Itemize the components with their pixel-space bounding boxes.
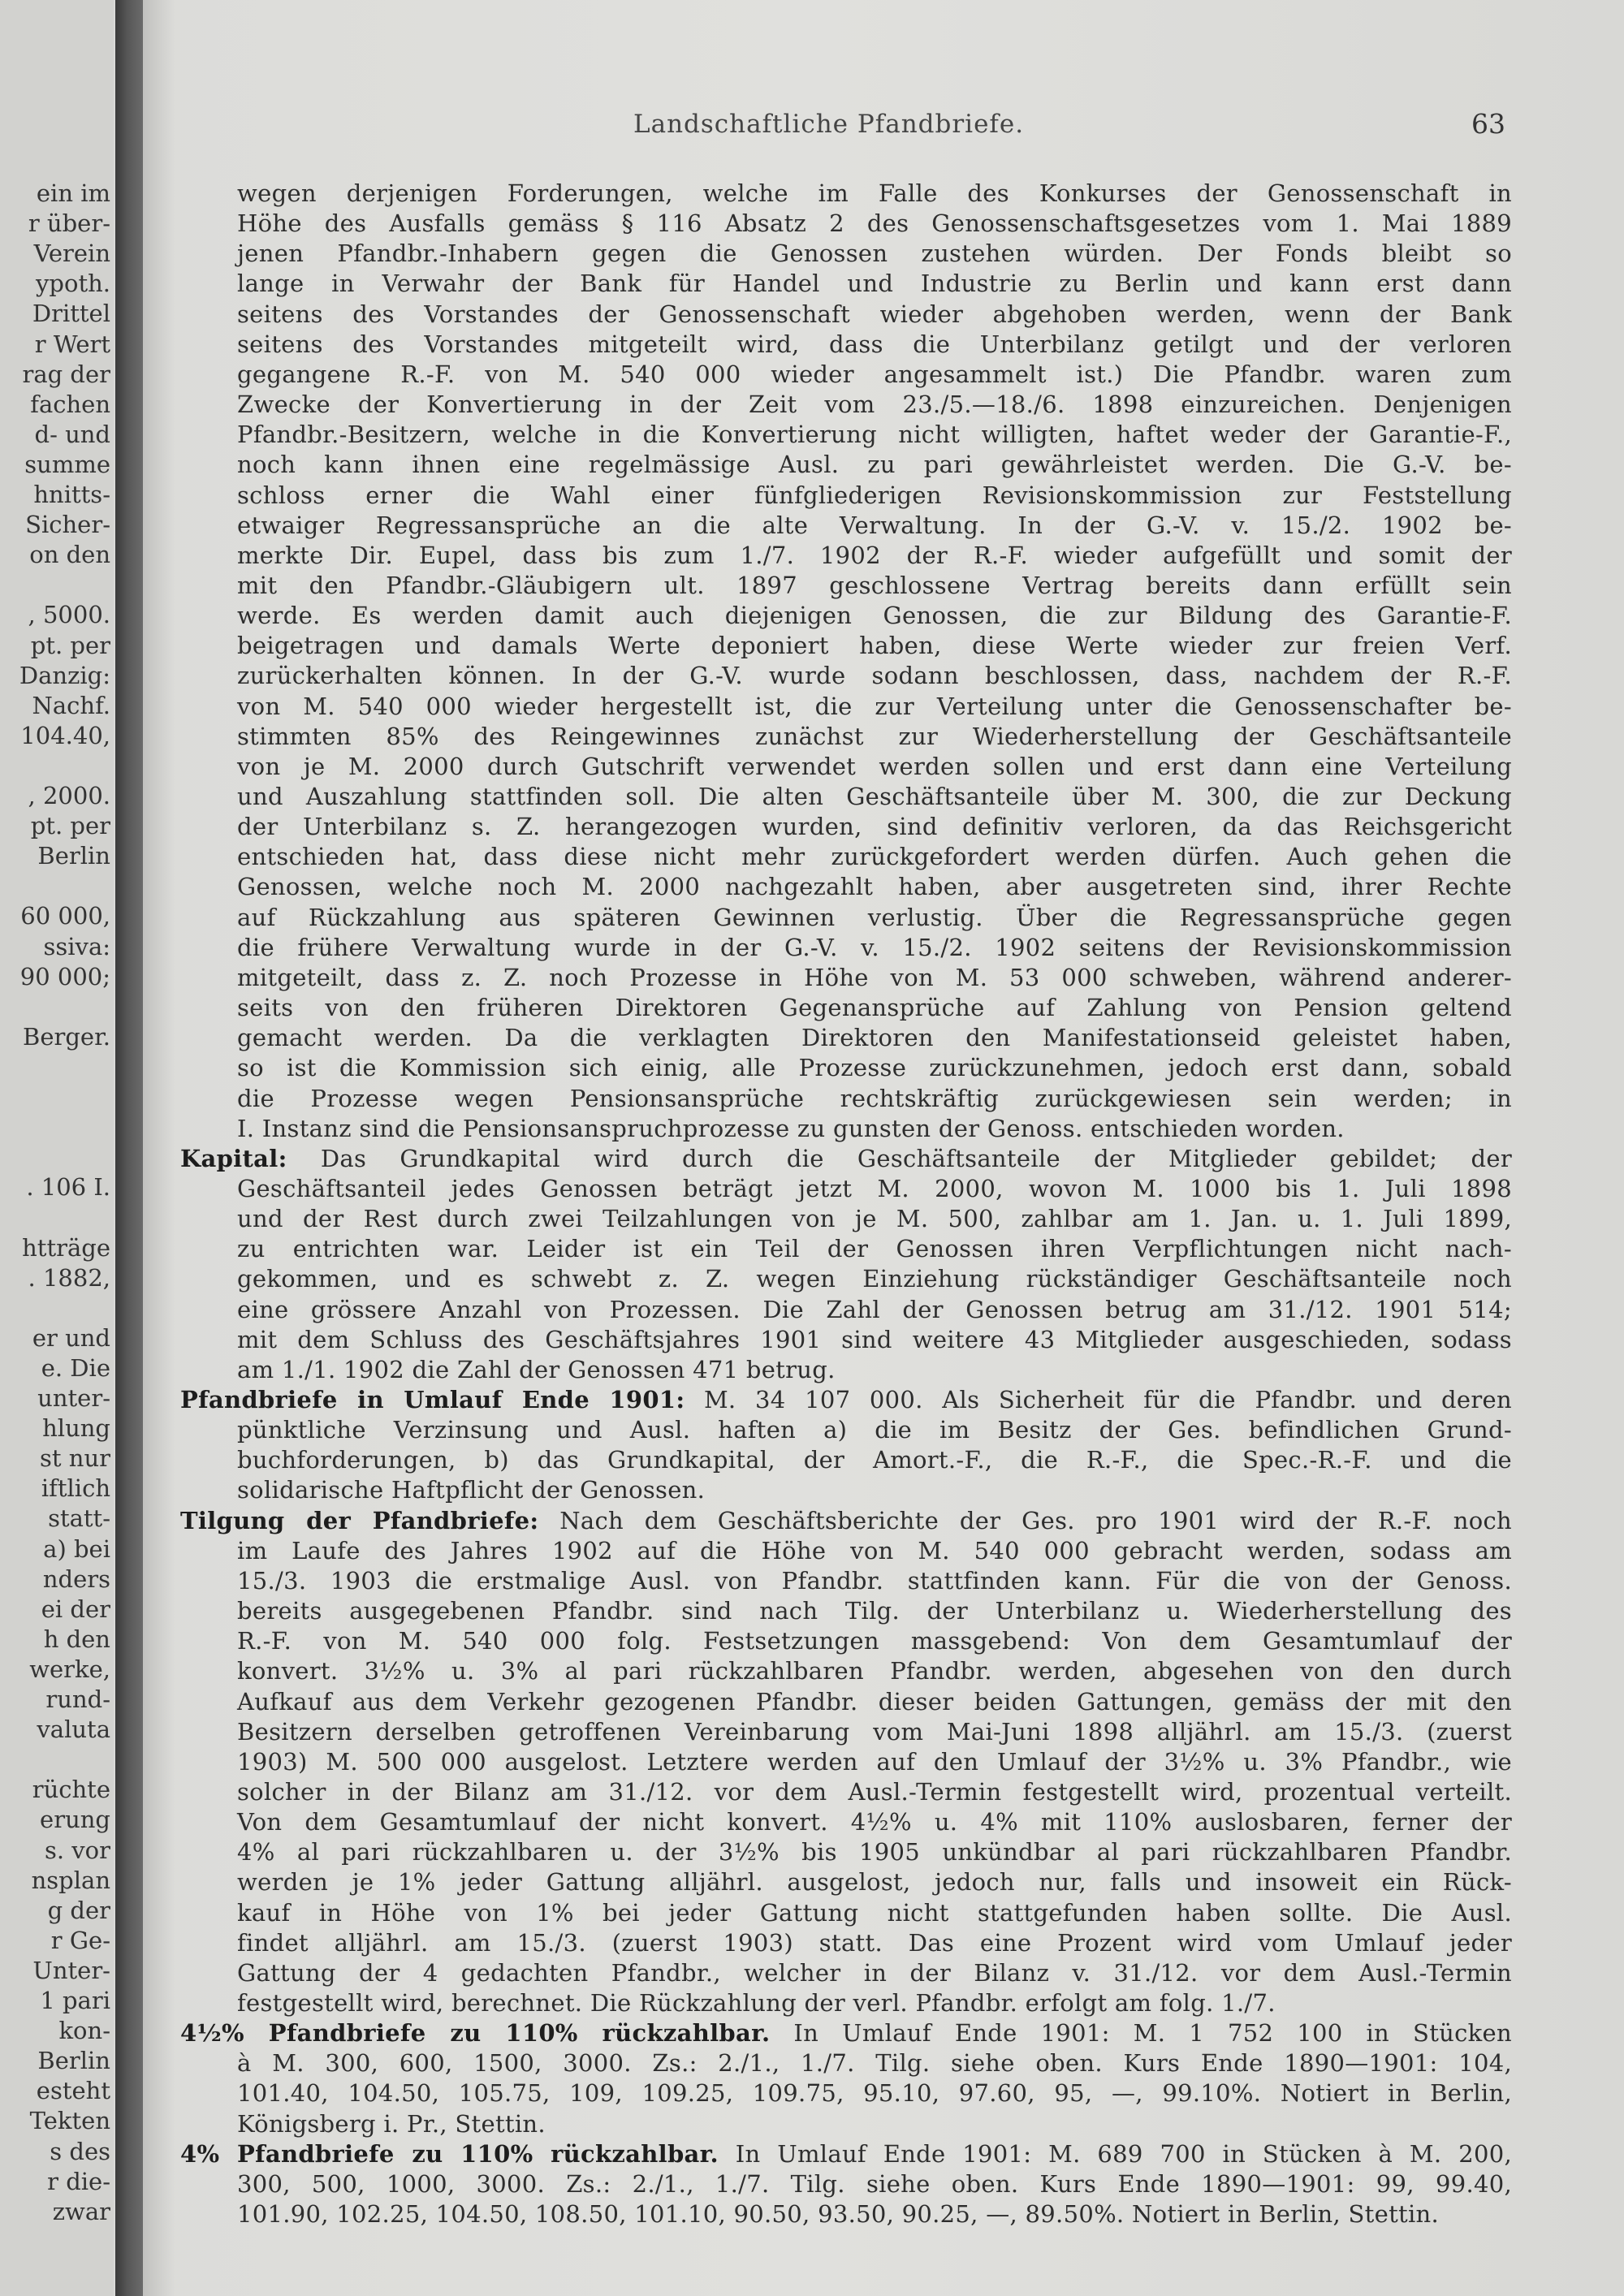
facing-page-fragment: ei der	[41, 1595, 110, 1623]
line-text: R.-F. von M. 540 000 folg. Festsetzungen massgebend: Von dem Gesamtumlauf der	[237, 1627, 1512, 1655]
text-line	[237, 933, 1512, 962]
text-line	[237, 1084, 1512, 1113]
line-text: gekommen, und es schwebt z. Z. wegen Einziehung rückständiger Geschäftsanteile noch	[237, 1265, 1512, 1293]
facing-page-fragment: s des	[50, 2137, 110, 2165]
line-text: Nach dem Geschäftsberichte der Ges. pro 1901 wird der R.-F. noch	[559, 1506, 1512, 1534]
line-text: etwaiger Regressansprüche an die alte Verwaltung. In der G.-V. v. 15./2. 1902 be-	[237, 511, 1512, 539]
line-text: 101.90, 102.25, 104.50, 108.50, 101.10, 90.50, 93.50, 90.25, —, 89.50%. Notiert in Berlin, Stettin.	[237, 2200, 1440, 2229]
line-text: am 1./1. 1902 die Zahl der Genossen 471 betrug.	[237, 1355, 836, 1383]
text-line	[237, 1023, 1512, 1052]
text-line	[180, 1385, 1512, 1414]
facing-page-fragment: rund-	[45, 1685, 110, 1713]
text-line	[237, 812, 1512, 841]
line-text: von je M. 2000 durch Gutschrift verwendet werden sollen und erst dann eine Verteilung	[237, 752, 1512, 780]
text-line	[237, 1807, 1512, 1836]
text-line	[237, 752, 1512, 781]
facing-page-fragment: 60 000,	[20, 902, 110, 930]
text-line	[237, 1898, 1512, 1927]
text-line	[237, 631, 1512, 660]
line-text: buchforderungen, b) das Grundkapital, der Amort.-F., die R.-F., die Spec.-R.-F. und die	[237, 1446, 1512, 1474]
entry-heading: 4½% Pfandbriefe zu 110% rückzahlbar.	[180, 2019, 771, 2048]
line-text: bereits ausgegebenen Pfandbr. sind nach Tilg. der Unterbilanz u. Wiederherstellung des	[237, 1597, 1512, 1625]
line-text: lange in Verwahr der Bank für Handel und Industrie zu Berlin und kann erst dann	[237, 270, 1512, 298]
facing-page-fragment: pt. per	[30, 812, 110, 840]
facing-page-fragment: rag der	[22, 360, 110, 388]
facing-page-fragment: zwar	[52, 2197, 110, 2225]
facing-page-fragment: Verein	[33, 240, 110, 268]
page-number: 63	[1471, 108, 1505, 140]
line-text: pünktliche Verzinsung und Ausl. haften a) die im Besitz der Ges. befindlichen Grund-	[237, 1416, 1512, 1444]
facing-page-fragment: Nachf.	[32, 691, 110, 719]
line-text: Besitzern derselben getroffenen Vereinbarung vom Mai-Juni 1898 alljährl. am 15./3. (zuerst	[237, 1717, 1512, 1746]
line-text: werde. Es werden damit auch diejenigen Genossen, die zur Bildung des Garantie-F.	[237, 602, 1512, 630]
text-line	[237, 239, 1512, 268]
line-text: seitens des Vorstandes der Genossenschaft wieder abgehoben werden, wenn der Bank	[237, 300, 1512, 328]
line-text: Genossen, welche noch M. 2000 nachgezahlt haben, aber ausgetreten sind, ihrer Rechte	[237, 873, 1512, 901]
line-text: solcher in der Bilanz am 31./12. vor dem Ausl.-Termin festgestellt wird, prozentual verteilt.	[237, 1777, 1512, 1806]
line-text: Geschäftsanteil jedes Genossen beträgt jetzt M. 2000, wovon M. 1000 bis 1. Juli 1898	[237, 1174, 1512, 1202]
line-text: und der Rest durch zwei Teilzahlungen von je M. 500, zahlbar am 1. Jan. u. 1. Juli 1899,	[237, 1205, 1512, 1233]
facing-page-fragment: , 2000.	[28, 782, 110, 809]
line-text: schloss erner die Wahl einer fünfgliederigen Revisionskommission zur Feststellung	[237, 481, 1512, 509]
text-line	[237, 1928, 1512, 1957]
facing-page-fragment: summe	[24, 450, 110, 478]
text-line	[237, 330, 1512, 359]
text-line	[237, 420, 1512, 449]
line-text: findet alljährl. am 15./3. (zuerst 1903) statt. Das eine Prozent wird vom Umlauf jeder	[237, 1928, 1512, 1957]
text-line	[237, 722, 1512, 751]
line-text: à M. 300, 600, 1500, 3000. Zs.: 2./1., 1./7. Tilg. siehe oben. Kurs Ende 1890—1901: 104,	[237, 2049, 1512, 2078]
line-text: zu entrichten war. Leider ist ein Teil der Genossen ihren Verpflichtungen nicht nach-	[237, 1235, 1512, 1263]
text-line	[237, 1747, 1512, 1776]
text-line	[237, 1325, 1512, 1354]
line-text: Zwecke der Konvertierung in der Zeit vom 23./5.—18./6. 1898 einzureichen. Denjenigen	[237, 391, 1512, 419]
text-line	[180, 1506, 1512, 1535]
text-line	[237, 1204, 1512, 1233]
entry-heading: 4% Pfandbriefe zu 110% rückzahlbar.	[180, 2139, 719, 2168]
entry-heading: Tilgung der Pfandbriefe:	[180, 1506, 539, 1534]
line-text: festgestellt wird, berechnet. Die Rückzahlung der verl. Pfandbr. erfolgt am folg. 1./7.	[237, 1989, 1276, 2017]
text-line	[237, 269, 1512, 298]
line-text: auf Rückzahlung aus späteren Gewinnen verlustig. Über die Regressansprüche gegen	[237, 903, 1512, 931]
facing-page-edge	[0, 0, 114, 2296]
text-line	[237, 1958, 1512, 1987]
text-line	[237, 571, 1512, 600]
facing-page-fragment: ssiva:	[43, 932, 110, 960]
text-line	[237, 481, 1512, 510]
line-text: konvert. 3½% u. 3% al pari rückzahlbaren Pfandbr. werden, abgesehen von den durch	[237, 1657, 1512, 1685]
facing-page-fragment: s. vor	[44, 1836, 110, 1864]
line-text: gemacht werden. Da die verklagten Direktoren den Manifestationseid geleistet haben,	[237, 1024, 1512, 1052]
facing-page-fragment: e. Die	[41, 1353, 110, 1382]
gutter-shadow	[143, 0, 175, 2296]
facing-page-fragment: st nur	[40, 1444, 110, 1473]
line-text: merkte Dir. Eupel, dass bis zum 1./7. 1902 der R.-F. wieder aufgefüllt und somit der	[237, 541, 1512, 569]
line-text: Pfandbr.-Besitzern, welche in die Konvertierung nicht willigten, haftet weder der Garantie-F.,	[237, 421, 1512, 449]
line-text: jenen Pfandbr.-Inhabern gegen die Genossen zustehen würden. Der Fonds bleibt so	[237, 240, 1512, 268]
facing-page-fragment: . 106 I.	[26, 1173, 110, 1202]
line-text: entschieden hat, dass diese nicht mehr zurückgefordert werden dürfen. Auch gehen die	[237, 843, 1512, 871]
line-text: I. Instanz sind die Pensionsanspruchprozesse zu gunsten der Genoss. entschieden worden.	[237, 1114, 1345, 1142]
text-line	[237, 1415, 1512, 1444]
line-text: 101.40, 104.50, 105.75, 109, 109.25, 109.75, 95.10, 97.60, 95, —, 99.10%. Notiert in Berlin,	[237, 2079, 1512, 2108]
facing-page-fragment: statt-	[48, 1504, 110, 1533]
text-line	[237, 601, 1512, 630]
text-line	[237, 993, 1512, 1022]
text-line	[237, 1717, 1512, 1746]
text-line	[237, 661, 1512, 690]
facing-page-fragment: r über-	[28, 209, 110, 238]
text-line	[180, 2018, 1512, 2048]
line-text: der Unterbilanz s. Z. herangezogen wurden, sind definitiv verloren, da das Reichsgericht	[237, 813, 1512, 841]
facing-page-fragment: erung	[40, 1806, 110, 1834]
facing-page-fragment: , 5000.	[28, 601, 110, 629]
facing-page-fragment: Drittel	[32, 300, 110, 328]
facing-page-fragment: nders	[42, 1564, 110, 1593]
text-line	[237, 2078, 1512, 2108]
line-text: 15./3. 1903 die erstmalige Ausl. von Pfandbr. stattfinden kann. Für die von der Genoss.	[237, 1566, 1512, 1595]
text-line	[237, 1867, 1512, 1897]
line-text: Königsberg i. Pr., Stettin.	[237, 2109, 546, 2138]
line-text: die frühere Verwaltung wurde in der G.-V. v. 15./2. 1902 seitens der Revisionskommission	[237, 933, 1512, 961]
line-text: 300, 500, 1000, 3000. Zs.: 2./1., 1./7. Tilg. siehe oben. Kurs Ende 1890—1901: 99, 99.40,	[237, 2169, 1512, 2198]
facing-page-fragment: Tekten	[29, 2107, 110, 2135]
text-line	[237, 692, 1512, 721]
text-line	[237, 1174, 1512, 1203]
book-gutter	[115, 0, 143, 2296]
text-line	[237, 390, 1512, 419]
line-text: mitgeteilt, dass z. Z. noch Prozesse in Höhe von M. 53 000 schweben, während anderer-	[237, 963, 1512, 991]
text-line	[237, 360, 1512, 389]
text-line	[180, 2139, 1512, 2169]
facing-page-fragment: a) bei	[43, 1534, 110, 1563]
text-line	[237, 903, 1512, 932]
text-line	[237, 1475, 1512, 1504]
line-text: im Laufe des Jahres 1902 auf die Höhe von M. 540 000 gebracht werden, sodass am	[237, 1536, 1512, 1564]
facing-page-fragment: Sicher-	[25, 511, 110, 539]
line-text: so ist die Kommission sich einig, alle Prozesse zurückzunehmen, jedoch erst dann, sobald	[237, 1054, 1512, 1082]
line-text: wegen derjenigen Forderungen, welche im Falle des Konkurses der Genossenschaft in	[237, 179, 1512, 207]
text-line	[237, 2199, 1512, 2229]
facing-page-fragment: kon-	[58, 2017, 110, 2045]
facing-page-fragment: hlung	[42, 1414, 110, 1443]
text-line	[237, 511, 1512, 540]
text-line	[237, 1053, 1512, 1082]
text-line	[237, 1687, 1512, 1716]
facing-page-fragment: nsplan	[31, 1866, 110, 1894]
text-line	[237, 872, 1512, 901]
text-line	[237, 782, 1512, 811]
line-text: solidarische Haftpflicht der Genossen.	[237, 1476, 706, 1504]
line-text: stimmten 85% des Reingewinnes zunächst zur Wiederherstellung der Geschäftsanteile	[237, 722, 1512, 750]
facing-page-fragment: er und	[32, 1323, 110, 1352]
line-text: noch kann ihnen eine regelmässige Ausl. zu pari gewährleistet werden. Die G.-V. be-	[237, 451, 1512, 479]
text-line	[237, 541, 1512, 570]
facing-page-fragment: pt. per	[30, 631, 110, 659]
line-text: werden je 1% jeder Gattung alljährl. ausgelost, jedoch nur, falls und insoweit ein Rück-	[237, 1868, 1512, 1897]
facing-page-fragment: iftlich	[41, 1474, 110, 1503]
text-line	[237, 1295, 1512, 1324]
line-text: 1903) M. 500 000 ausgelost. Letztere werden auf den Umlauf der 3½% u. 3% Pfandbr., wie	[237, 1747, 1512, 1776]
line-text: und Auszahlung stattfinden soll. Die alten Geschäftsanteile über M. 300, die zur Deckung	[237, 783, 1512, 810]
line-text: zurückerhalten können. In der G.-V. wurde sodann beschlossen, dass, nachdem der R.-F.	[237, 662, 1512, 690]
line-text: die Prozesse wegen Pensionsansprüche rechtskräftig zurückgewiesen sein werden; in	[237, 1084, 1512, 1112]
facing-page-fragment: on den	[29, 541, 110, 569]
line-text: Das Grundkapital wird durch die Geschäftsanteile der Mitglieder gebildet; der	[320, 1144, 1512, 1172]
facing-page-fragment: r Ge-	[50, 1926, 110, 1954]
line-text: seitens des Vorstandes mitgeteilt wird, dass die Unterbilanz getilgt und der verloren	[237, 330, 1512, 358]
text-line	[237, 963, 1512, 992]
line-text: gegangene R.-F. von M. 540 000 wieder angesammelt ist.) Die Pfandbr. waren zum	[237, 360, 1512, 388]
text-line	[237, 1566, 1512, 1595]
facing-page-fragment: hnitts-	[33, 481, 110, 508]
text-line	[237, 1656, 1512, 1685]
facing-page-fragment: htträge	[22, 1233, 110, 1262]
text-line	[237, 1626, 1512, 1655]
text-line	[180, 1144, 1512, 1173]
facing-page-fragment: fachen	[30, 390, 110, 418]
entry-heading: Pfandbriefe in Umlauf Ende 1901:	[180, 1386, 685, 1413]
entry-heading: Kapital:	[180, 1144, 287, 1172]
line-text: Von dem Gesamtumlauf der nicht konvert. 4½% u. 4% mit 110% auslosbaren, ferner der	[237, 1808, 1512, 1836]
facing-page-fragment: Berger.	[23, 1022, 110, 1051]
facing-page-fragment: rüchte	[32, 1776, 110, 1804]
text-line	[237, 1234, 1512, 1263]
line-text: mit den Pfandbr.-Gläubigern ult. 1897 geschlossene Vertrag bereits dann erfüllt sein	[237, 571, 1512, 599]
line-text: Höhe des Ausfalls gemäss § 116 Absatz 2 des Genossenschaftsgesetzes vom 1. Mai 1889	[237, 209, 1512, 238]
facing-page-fragment: 1 pari	[40, 1987, 110, 2014]
text-line	[237, 1445, 1512, 1474]
line-text: kauf in Höhe von 1% bei jeder Gattung nicht stattgefunden haben sollte. Die Ausl.	[237, 1898, 1512, 1927]
facing-page-fragment: esteht	[36, 2077, 110, 2105]
facing-page-fragment: 90 000;	[19, 962, 110, 990]
facing-page-fragment: r die-	[47, 2167, 110, 2195]
facing-page-fragment: ypoth.	[36, 270, 110, 298]
facing-page-fragment: h den	[43, 1625, 110, 1653]
text-line	[237, 1114, 1512, 1143]
text-line	[237, 2169, 1512, 2199]
line-text: seits von den früheren Direktoren Gegenansprüche auf Zahlung von Pension geltend	[237, 994, 1512, 1022]
text-line	[237, 1596, 1512, 1625]
line-text: Gattung der 4 gedachten Pfandbr., welcher in der Bilanz v. 31./12. vor dem Ausl.-Termin	[237, 1958, 1512, 1987]
line-text: M. 34 107 000. Als Sicherheit für die Pfandbr. und deren	[703, 1386, 1512, 1413]
text-line	[237, 1536, 1512, 1565]
text-line	[237, 179, 1512, 208]
text-line	[237, 450, 1512, 479]
text-line	[237, 209, 1512, 238]
facing-page-fragment: unter-	[37, 1384, 110, 1412]
facing-page-fragment: 104.40,	[20, 721, 110, 749]
text-line	[237, 2048, 1512, 2078]
text-line	[237, 1837, 1512, 1867]
facing-page-fragment: r Wert	[34, 330, 110, 358]
line-text: Aufkauf aus dem Verkehr gezogenen Pfandbr. dieser beiden Gattungen, gemäss der mit den	[237, 1687, 1512, 1716]
text-line	[237, 2109, 1512, 2138]
text-line	[237, 842, 1512, 871]
line-text: In Umlauf Ende 1901: M. 689 700 in Stücken à M. 200,	[735, 2139, 1512, 2168]
line-text: von M. 540 000 wieder hergestellt ist, die zur Verteilung unter die Genossenschafter be-	[237, 692, 1512, 720]
text-line	[237, 1777, 1512, 1806]
running-head: Landschaftliche Pfandbriefe.	[633, 110, 1025, 139]
facing-page-fragment: g der	[47, 1896, 110, 1924]
facing-page-fragment: Danzig:	[19, 661, 110, 689]
line-text: 4% al pari rückzahlbaren u. der 3½% bis 1905 unkündbar al pari rückzahlbaren Pfandbr.	[237, 1838, 1512, 1867]
text-line	[237, 300, 1512, 329]
text-line	[237, 1988, 1512, 2018]
line-text: eine grössere Anzahl von Prozessen. Die Zahl der Genossen betrug am 31./12. 1901 514;	[237, 1295, 1512, 1323]
facing-page-fragment: ein im	[36, 179, 110, 207]
facing-page-fragment: Berlin	[37, 842, 110, 870]
facing-page-fragment: valuta	[37, 1716, 110, 1744]
line-text: mit dem Schluss des Geschäftsjahres 1901 sind weitere 43 Mitglieder ausgeschieden, sodass	[237, 1325, 1512, 1353]
facing-page-fragment: werke,	[29, 1655, 110, 1683]
facing-page-fragment: d- und	[34, 420, 110, 448]
text-line	[237, 1264, 1512, 1293]
line-text: In Umlauf Ende 1901: M. 1 752 100 in Stücken	[793, 2019, 1512, 2048]
facing-page-fragment: . 1882,	[28, 1263, 110, 1292]
text-line	[237, 1355, 1512, 1384]
facing-page-fragment: Berlin	[37, 2047, 110, 2075]
facing-page-fragment: Unter-	[32, 1956, 110, 1984]
line-text: beigetragen und damals Werte deponiert haben, diese Werte wieder zur freien Verf.	[237, 632, 1512, 660]
